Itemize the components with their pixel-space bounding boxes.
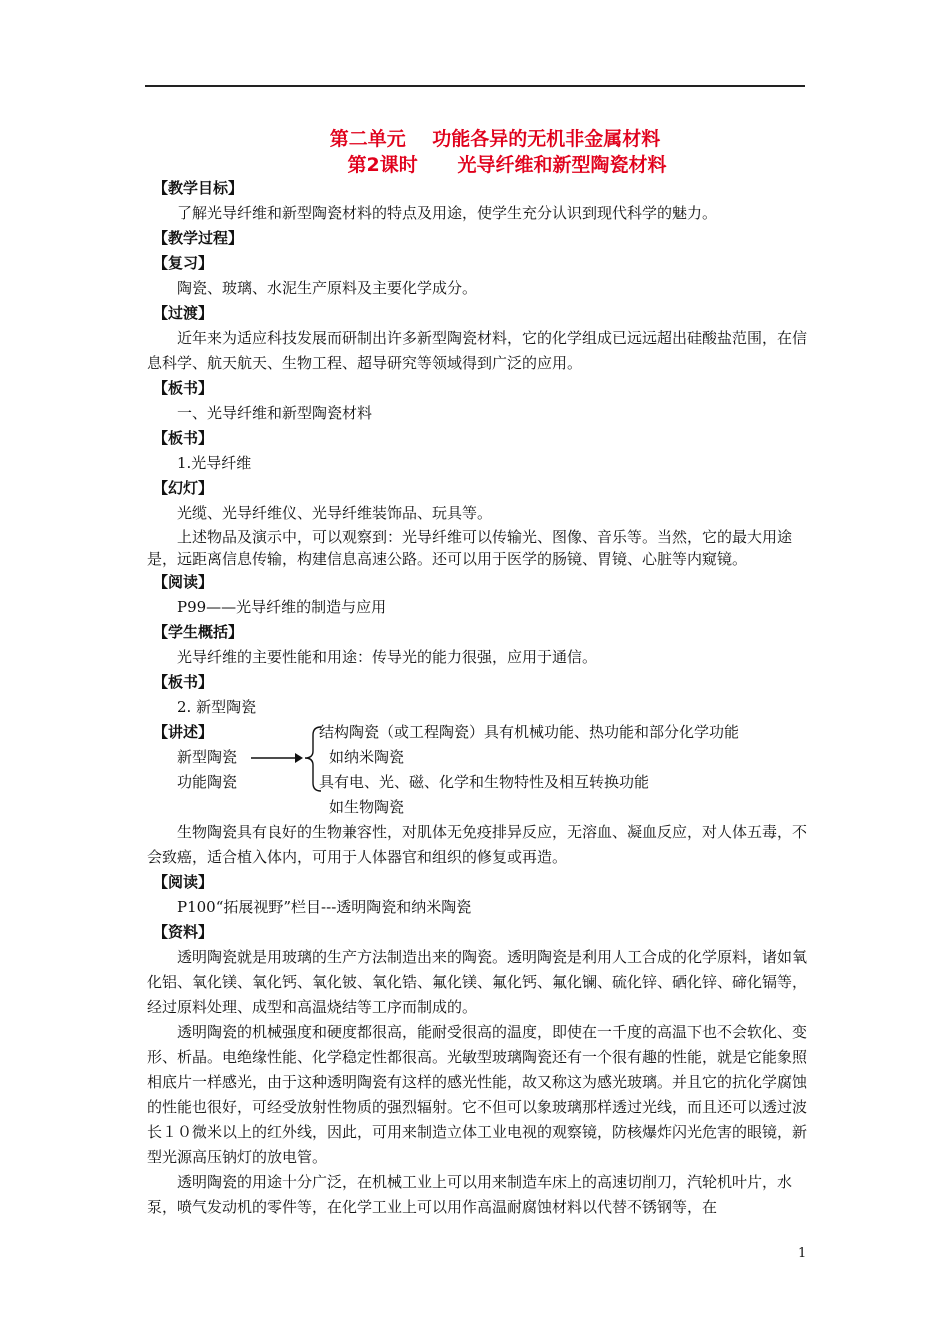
heading-reading-2: 【阅读】 [153,873,214,891]
transition-text: 近年来为适应科技发展而研制出许多新型陶瓷材料，它的化学组成已远远超出硅酸盐范围，在信息科学、航天航天、生物工程、超导研究等领域得到广泛的应用。 [147,329,808,372]
lesson-title: 第2课时 光导纤维和新型陶瓷材料 [347,154,667,176]
page-number: 1 [798,1246,807,1261]
diagram-label-functional-ceramics: 功能陶瓷 [177,773,238,791]
diagram-functional-properties: 具有电、光、磁、化学和生物特性及相互转换功能 [319,773,650,791]
ceramics-classification-diagram [147,720,817,820]
diagram-label-new-ceramics: 新型陶瓷 [177,748,238,766]
document-body [147,176,817,1220]
reading-1-text: P99——光导纤维的制造与应用 [177,598,387,616]
heading-slide: 【幻灯】 [153,479,214,497]
diagram-bio-ceramics: 如生物陶瓷 [329,798,405,816]
slide-text-2: 上述物品及演示中，可以观察到：光导纤维可以传输光、图像、音乐等。当然，它的最大用途是，远距离信息传输，构建信息高速公路。还可以用于医学的肠镜、胃镜、心脏等内窥镜。 [147,528,793,568]
board-1-text: 一、光导纤维和新型陶瓷材料 [177,404,373,422]
heading-board-1: 【板书】 [153,379,214,397]
student-summary-text: 光导纤维的主要性能和用途：传导光的能力很强，应用于通信。 [177,648,598,666]
heading-review: 【复习】 [153,254,214,272]
reading-2-text: P100“拓展视野”栏目---透明陶瓷和纳米陶瓷 [177,898,472,916]
arrow-and-brace [247,723,325,795]
heading-material: 【资料】 [153,923,214,941]
heading-goal: 【教学目标】 [153,179,244,197]
header-rule [145,85,805,87]
slide-text-1: 光缆、光导纤维仪、光导纤维装饰品、玩具等。 [177,504,493,522]
material-paragraph-1: 透明陶瓷就是用玻璃的生产方法制造出来的陶瓷。透明陶瓷是利用人工合成的化学原料，诸如氧化铝、氧化镁、氧化钙、氧化铍、氧化锆、氟化镁、氟化钙、氟化镧、硫化锌、硒化锌、碲化镉等，经过原料处理、成型和高温烧结等工序而制成的。 [147,948,808,1016]
heading-reading-1: 【阅读】 [153,573,214,591]
material-paragraph-2: 透明陶瓷的机械强度和硬度都很高，能耐受很高的温度，即使在一千度的高温下也不会软化、变形、析晶。电绝缘性能、化学稳定性都很高。光敏型玻璃陶瓷还有一个很有趣的性能，就是它能象照相底片一样感光，由于这种透明陶瓷有这样的感光性能，故又称这为感光玻璃。并且它的抗化学腐蚀的性能也很好，可经受放射性物质的强烈辐射。它不但可以象玻璃那样透过光线，而且还可以透过波长１０微米以上的红外线，因此，可用来制造立体工业电视的观察镜，防核爆炸闪光危害的眼镜，新型光源高压钠灯的放电管。 [147,1023,808,1166]
heading-lecture: 【讲述】 [153,723,214,741]
diagram-structural-ceramics: 结构陶瓷（或工程陶瓷）具有机械功能、热功能和部分化学功能 [319,723,740,741]
unit-title: 第二单元 功能各异的无机非金属材料 [329,128,661,150]
goal-text: 了解光导纤维和新型陶瓷材料的特点及用途，使学生充分认识到现代科学的魅力。 [177,204,718,222]
heading-process: 【教学过程】 [153,229,244,247]
heading-board-2: 【板书】 [153,429,214,447]
review-text: 陶瓷、玻璃、水泥生产原料及主要化学成分。 [177,279,478,297]
board-2-text: 1.光导纤维 [177,454,252,472]
material-paragraph-3: 透明陶瓷的用途十分广泛，在机械工业上可以用来制造车床上的高速切削刀，汽轮机叶片，水泵，喷气发动机的零件等，在化学工业上可以用作高温耐腐蚀材料以代替不锈钢等，在 [147,1173,793,1216]
board-3-text: 2. 新型陶瓷 [177,698,257,716]
diagram-nano-ceramics: 如纳米陶瓷 [329,748,405,766]
heading-board-3: 【板书】 [153,673,214,691]
heading-transition: 【过渡】 [153,304,214,322]
heading-student-summary: 【学生概括】 [153,623,244,641]
bio-ceramics-text: 生物陶瓷具有良好的生物兼容性，对肌体无免疫排异反应，无溶血、凝血反应，对人体五毒，不会致癌，适合植入体内，可用于人体器官和组织的修复或再造。 [147,823,808,866]
